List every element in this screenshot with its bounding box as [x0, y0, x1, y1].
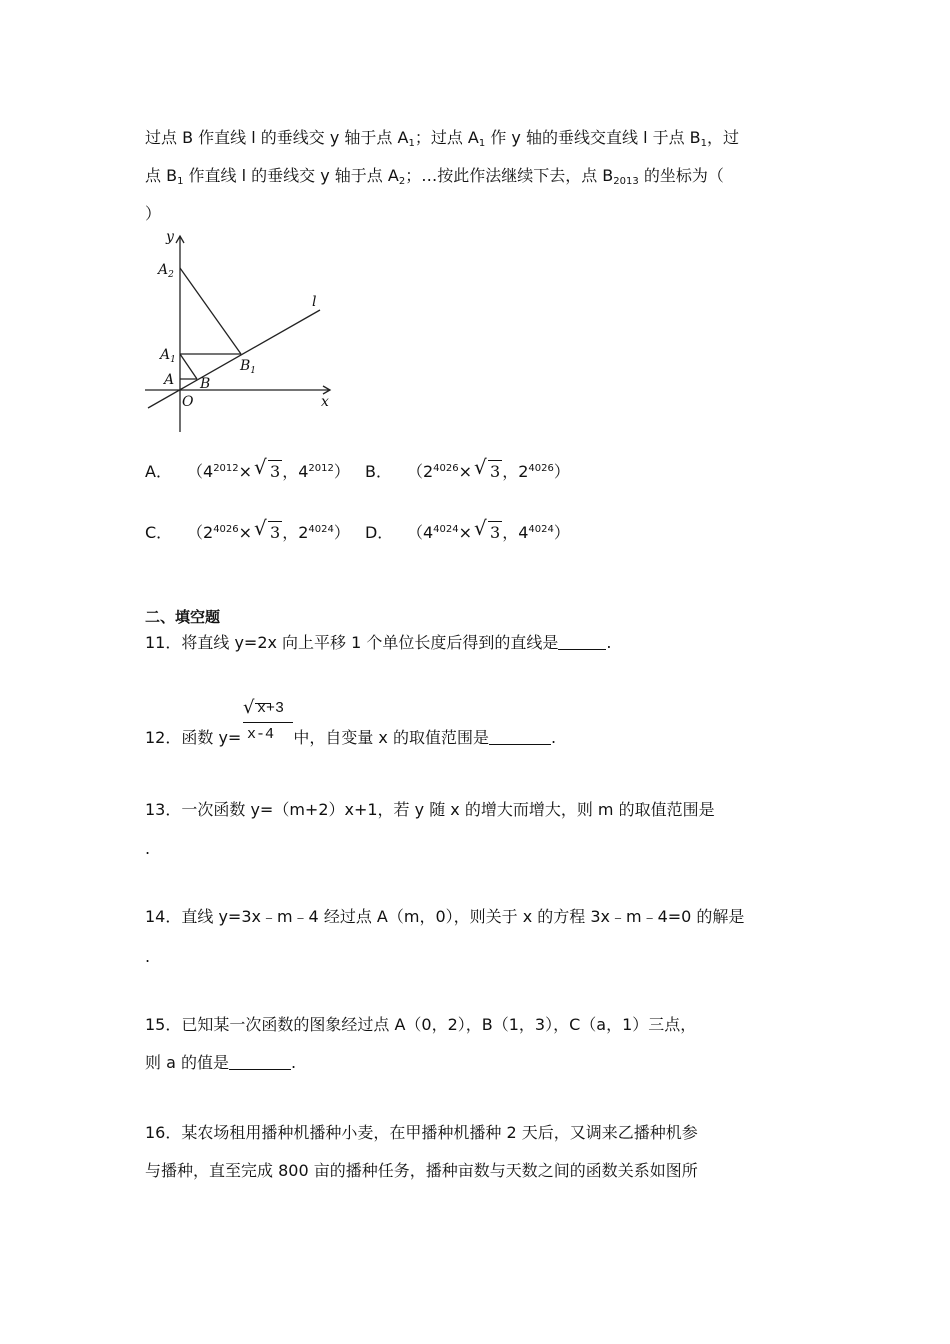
option-d[interactable] [365, 523, 570, 542]
q13-end: . [145, 839, 151, 858]
geometry-figure [140, 228, 340, 438]
label-l: l [312, 294, 317, 310]
q12-sqrt-sign: √ [243, 697, 255, 718]
question-12 [145, 727, 556, 749]
option-c[interactable] [145, 523, 355, 542]
label-A1: $A_1$ [160, 347, 176, 365]
p10-l2-text-b: 作直线 l 的垂线交 y 轴于点 A [183, 166, 399, 185]
p10-l1-text-a: 过点 B 作直线 l 的垂线交 y 轴于点 A [145, 128, 409, 147]
q12-denominator: x-4 [247, 726, 275, 743]
question-14 [145, 906, 807, 928]
option-b[interactable] [365, 462, 570, 481]
options-row-1 [145, 460, 570, 483]
option-c-rad: 3 [270, 523, 281, 542]
option-a-sqrt [254, 460, 282, 483]
option-a[interactable] [145, 462, 355, 481]
question-16-line1: 16．某农场租用播种机播种小麦，在甲播种机播种 2 天后，又调来乙播种机参 [145, 1123, 698, 1142]
problem10-line3: ） [145, 204, 162, 223]
options-row-2 [145, 521, 570, 544]
option-c-exp1: 4026 [213, 524, 239, 535]
section-heading: 二、填空题 [145, 608, 221, 626]
q12-text-pre: 12．函数 y= [145, 728, 242, 747]
label-B1: $B_1$ [240, 358, 257, 376]
p10-l1-text-b: ；过点 A [414, 128, 479, 147]
question-15-line2 [145, 1052, 296, 1074]
p10-l1-sub-b: 1 [478, 138, 486, 149]
label-x: x [321, 394, 329, 410]
option-d-rad: 3 [490, 523, 501, 542]
option-a-sep: ，4 [282, 462, 309, 481]
option-c-open: （2 [187, 523, 214, 542]
q12-num-rest: +3 [266, 700, 285, 717]
label-A: A [164, 372, 175, 388]
label-O: O [182, 394, 194, 410]
q15-blank[interactable] [229, 1053, 291, 1070]
label-B: B [200, 376, 211, 392]
question-11 [145, 632, 612, 654]
p10-l1-text-c: 作 y 轴的垂线交直线 l 于点 B [485, 128, 701, 147]
p10-l2-text-d: 的坐标为（ [638, 166, 724, 185]
p10-l2-sub-b: 2 [398, 176, 406, 187]
segment-A2-B1 [180, 268, 241, 354]
q12-numerator [257, 700, 284, 717]
q12-num-rad: x [257, 700, 267, 717]
segment-A1-B [180, 354, 197, 379]
option-d-sep: ，4 [502, 523, 529, 542]
q11-end: . [606, 633, 612, 652]
q14-end: . [145, 947, 151, 966]
option-d-times: × [458, 523, 473, 542]
option-b-close: ） [553, 462, 570, 481]
label-A2: $A_2$ [158, 262, 174, 280]
q15-text: 则 a 的值是 [145, 1053, 229, 1072]
option-a-close: ） [333, 462, 350, 481]
q11-blank[interactable] [558, 633, 606, 650]
q12-fraction-bar [243, 722, 293, 723]
option-c-sep: ，2 [282, 523, 309, 542]
option-a-open: （4 [187, 462, 214, 481]
option-c-close: ） [333, 523, 350, 542]
option-c-exp2: 4024 [308, 524, 334, 535]
option-d-close: ） [553, 523, 570, 542]
p10-l1-text-d: ，过 [707, 128, 740, 147]
p10-l2-text-a: 点 B [145, 166, 178, 185]
question-13 [145, 799, 807, 821]
option-b-open: （2 [406, 462, 434, 481]
option-a-label: A． [145, 462, 172, 481]
q11-text: 11．将直线 y=2x 向上平移 1 个单位长度后得到的直线是 [145, 633, 559, 652]
question-15-line1: 15．已知某一次函数的图象经过点 A（0，2），B（1，3），C（a，1）三点， [145, 1015, 697, 1034]
question-16-line2: 与播种，直至完成 800 亩的播种任务，播种亩数与天数之间的函数关系如图所 [145, 1161, 698, 1180]
option-c-label: C． [145, 523, 173, 542]
p10-l1-sub-a: 1 [408, 138, 415, 149]
option-d-exp1: 4024 [433, 524, 459, 535]
q15-end: . [290, 1053, 297, 1072]
option-d-label: D． [364, 523, 394, 542]
option-b-times: × [458, 462, 473, 481]
option-d-exp2: 4024 [528, 524, 554, 535]
q12-text-post: 中，自变量 x 的取值范围是 [293, 728, 489, 747]
problem10-line2 [145, 165, 807, 187]
option-b-rad: 3 [490, 462, 501, 481]
option-a-rad: 3 [270, 462, 281, 481]
p10-l2-sub-a: 1 [177, 176, 184, 187]
q13-text: 13．一次函数 y=（m+2）x+1，若 y 随 x 的增大而增大，则 m 的取值范围是 [145, 800, 715, 819]
option-d-sqrt [474, 521, 502, 544]
option-b-sep: ，2 [502, 462, 529, 481]
label-y: y [166, 229, 174, 245]
p10-l2-text-c: ；…按此作法继续下去，点 B [405, 166, 614, 185]
option-a-times: × [238, 462, 253, 481]
problem10-line1 [145, 127, 807, 149]
p10-l1-sub-c: 1 [700, 138, 708, 149]
q12-end: . [550, 728, 557, 747]
option-a-exp1: 2012 [213, 463, 239, 474]
option-c-times: × [238, 523, 253, 542]
q12-blank[interactable] [489, 728, 551, 745]
q14-text: 14．直线 y=3x﹣m﹣4 经过点 A（m，0），则关于 x 的方程 3x﹣m﹣4=0 的解是 [145, 907, 745, 926]
option-b-exp2: 4026 [528, 463, 554, 474]
option-b-exp1: 4026 [433, 463, 459, 474]
option-d-open: （4 [406, 523, 434, 542]
option-c-sqrt [254, 521, 282, 544]
option-b-sqrt [474, 460, 502, 483]
p10-l2-sub-c: 2013 [613, 176, 639, 187]
option-a-exp2: 2012 [308, 463, 334, 474]
option-b-label: B． [364, 462, 392, 481]
